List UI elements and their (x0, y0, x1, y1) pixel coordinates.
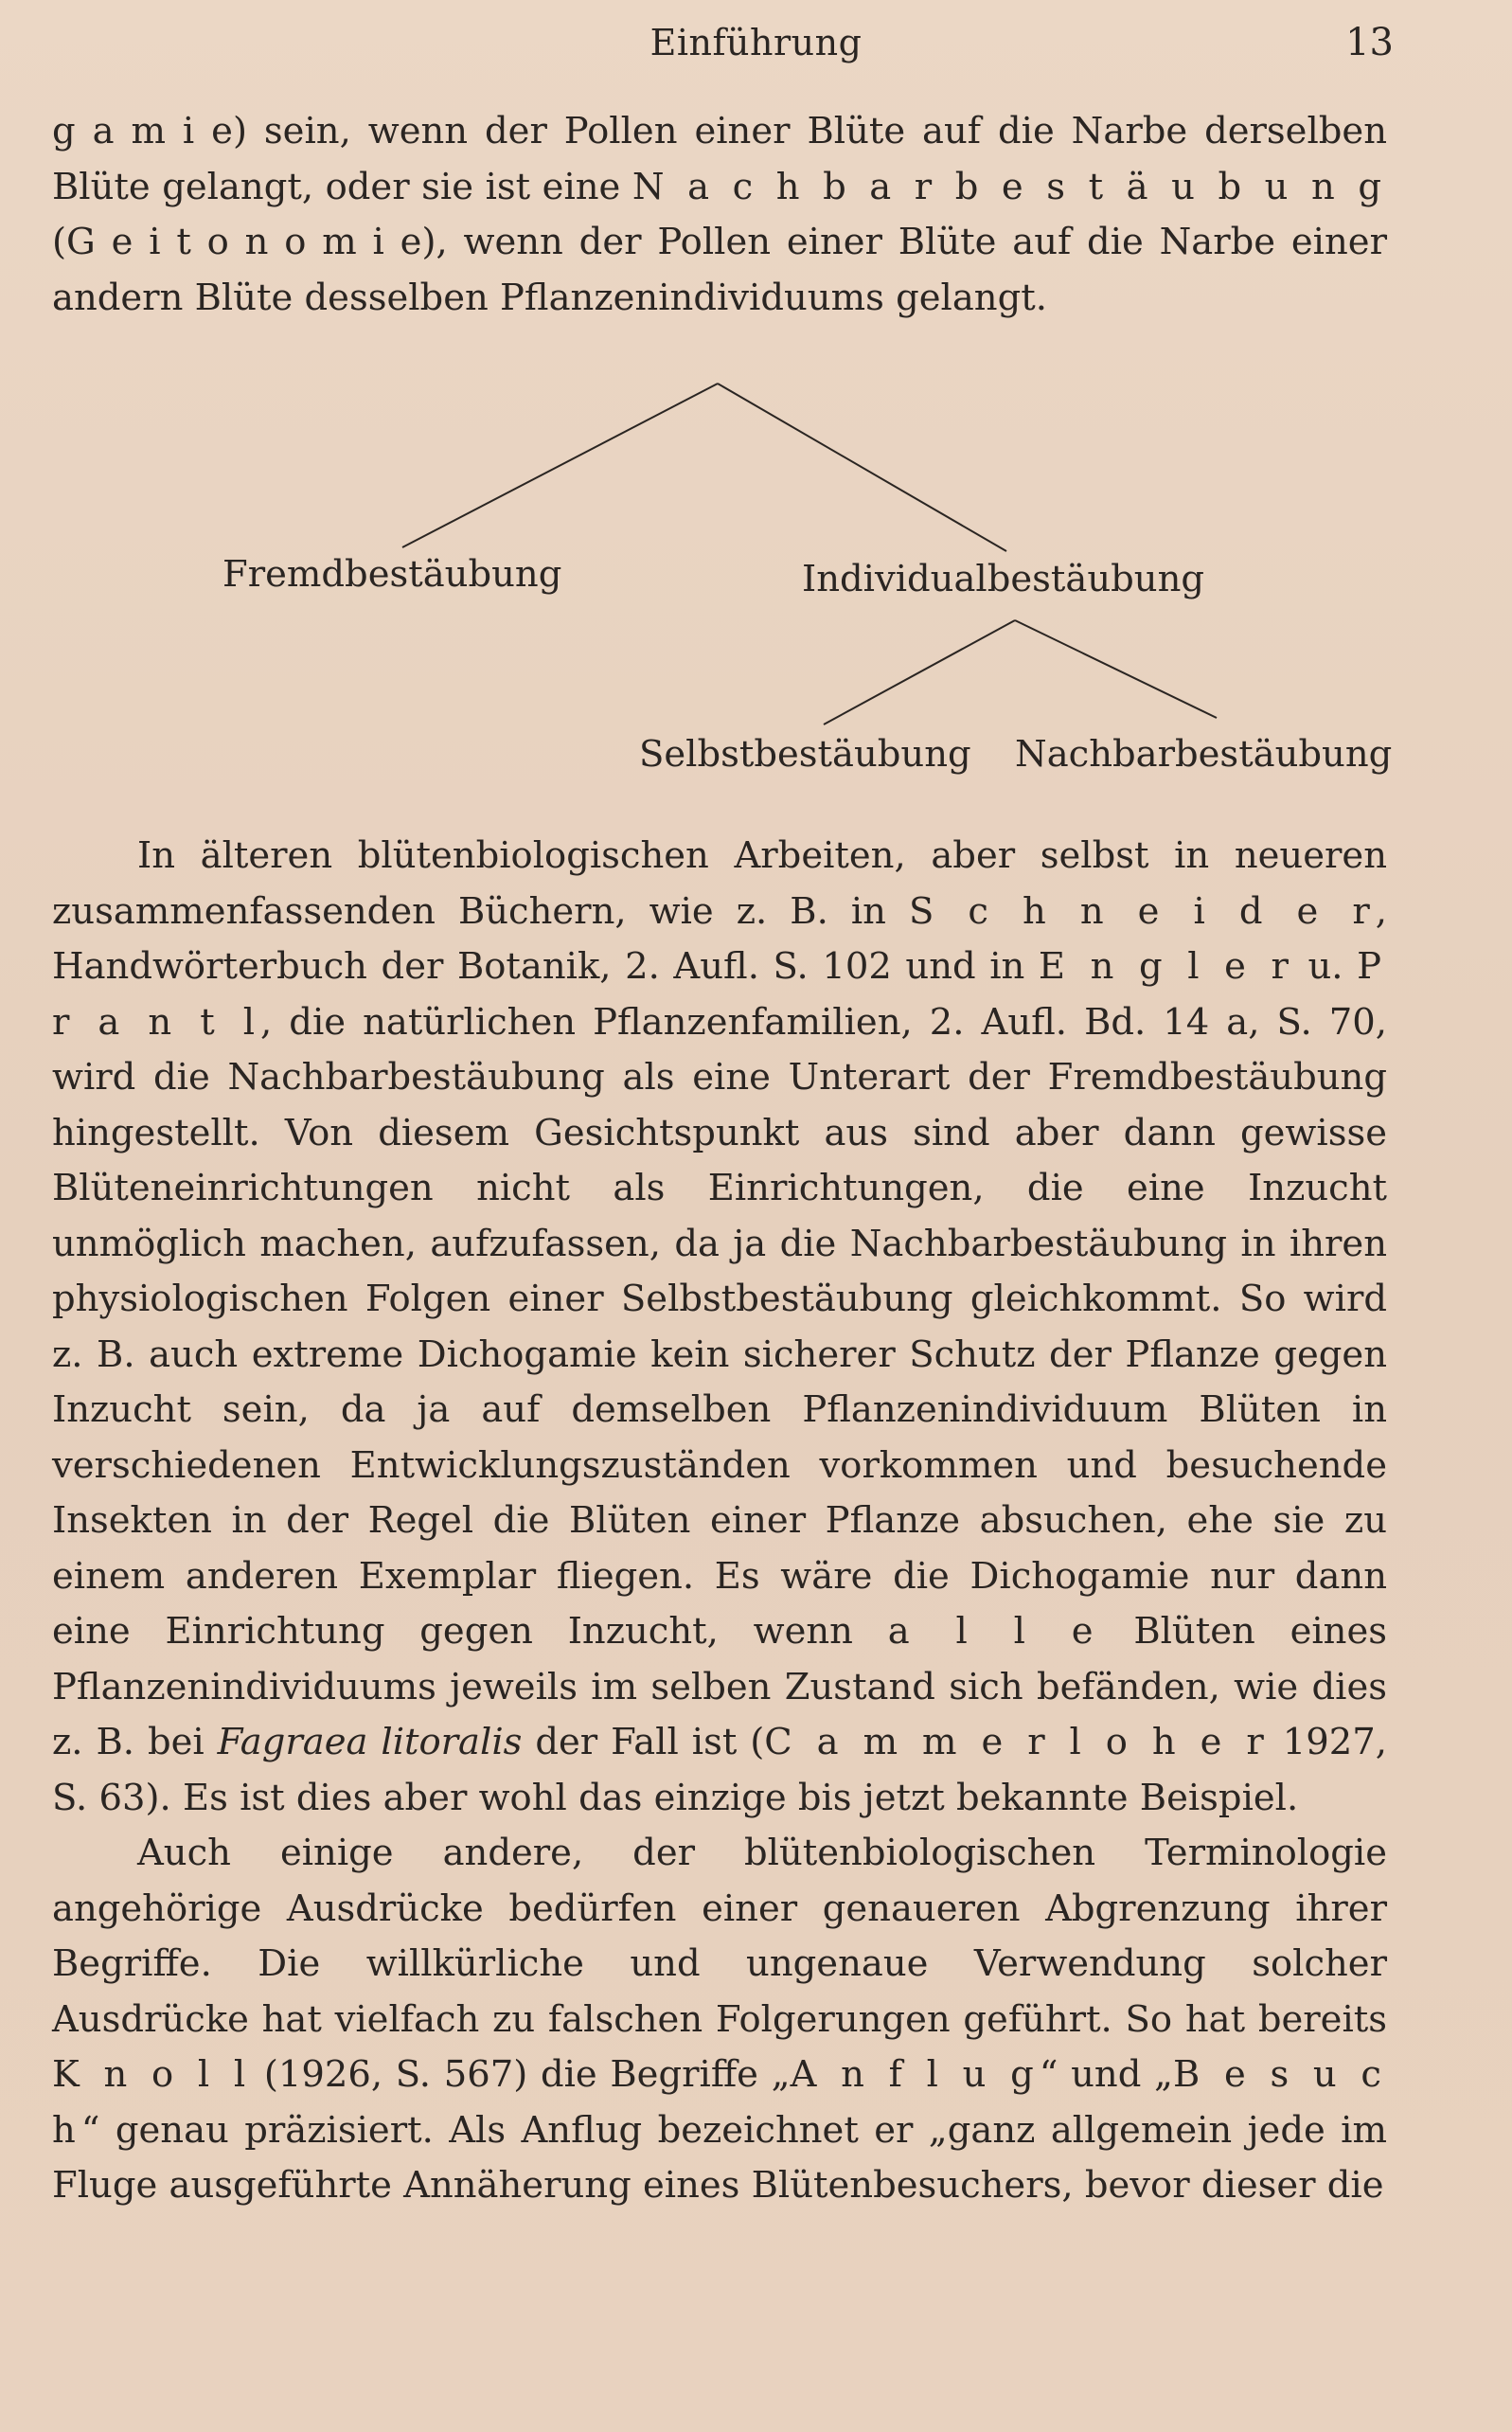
text-run: In älteren blütenbiologischen Arbeiten, aber selbst in neueren zusammenfassenden Büchern, wie z. B. in (52, 834, 1387, 933)
label-fremdbestaeubung: Fremdbestäubung (222, 553, 562, 596)
branch-line-sub-left (824, 620, 1015, 724)
label-selbstbestaeubung: Selbstbestäubung (639, 733, 971, 776)
text-run: Blüten eines Pflanzenindividuums jeweils im selben Zustand sich befänden, wie dies z. B. bei (52, 1610, 1388, 1763)
text-run: der Fall ist ( (522, 1721, 765, 1763)
spaced-term: G e i t o n o m i e (66, 221, 422, 263)
author-name: E n g l e r (1038, 945, 1294, 988)
text-run: (1926, S. 567) die Begriffe „ (251, 2053, 791, 2096)
species-name: Fagraea litoralis (217, 1721, 523, 1763)
paragraph-2 (52, 829, 1387, 2214)
text-run: “ und „ (1039, 2053, 1173, 2096)
spaced-term: N a c h b a r b e s t ä u b u n g (631, 165, 1387, 208)
running-head (0, 19, 1512, 66)
author-name: C a m m e r l o h e r (764, 1721, 1270, 1763)
text-run: “ genau präzisiert. Als Anflug bezeichnet er „ganz allgemein jede im Fluge ausgeführte Annäherung eines Blütenbesuchers, bevor dieser die (52, 2108, 1387, 2207)
branch-line-sub-right (1015, 620, 1217, 718)
branch-line-right (718, 384, 1006, 551)
text-run: , Handwörterbuch der Botanik, 2. Aufl. S. 102 und in (52, 889, 1387, 988)
author-name: S c h n e i d e r (909, 889, 1376, 933)
text-run: ( (52, 221, 67, 263)
text-run: 1927, S. 63). Es ist dies aber wohl das einzige bis jetzt bekannte Beispiel. (52, 1721, 1387, 1819)
label-nachbarbestaeubung: Nachbarbestäubung (1015, 733, 1393, 776)
text-run: Auch einige andere, der blütenbiologischen Terminologie angehörige Ausdrücke bedürfen einer genaueren Abgrenzung ihrer Begriffe. Die willkürliche und ungenaue Verwendung solcher Ausdrücke hat vielfach zu falschen Folgerungen geführt. So hat bereits (52, 1832, 1387, 2041)
author-name: K n o l l (52, 2053, 252, 2096)
pollination-diagram (0, 374, 1512, 800)
page-number: 13 (1345, 21, 1394, 64)
text-run: ), wenn der Pollen einer Blüte auf die Narbe einer andern Blüte desselben Pflanzenindividuums gelangt. (52, 221, 1387, 319)
running-title: Einführung (649, 22, 863, 63)
author-name: P r a n t l (52, 945, 1387, 1044)
text-run: u. (1293, 945, 1358, 988)
spaced-term: B e s u c h (52, 2053, 1387, 2152)
text-run: sein, wenn der Pollen einer Blüte auf die Narbe derselben Blüte gelangt, oder sie ist eine (52, 110, 1388, 208)
spaced-term: g a m i e) (52, 110, 247, 152)
branch-line-left (402, 384, 718, 547)
spaced-term: a l l e (887, 1610, 1099, 1653)
spaced-term: A n f l u g (790, 2053, 1040, 2096)
paragraph-1 (52, 104, 1387, 326)
text-run: , die natürlichen Pflanzenfamilien, 2. Aufl. Bd. 14 a, S. 70, wird die Nachbarbestäubung als eine Unterart der Fremdbestäubung hingestellt. Von diesem Gesichtspunkt aus sind aber dann gewisse Blüteneinrichtungen nicht als Einrichtungen, die eine Inzucht unmöglich machen, aufzufassen, da ja die Nachbarbestäubung in ihren physiologischen Folgen einer Selbstbestäubung gleichkommt. So wird z. B. auch extreme Dichogamie kein sicherer Schutz der Pflanze gegen Inzucht sein, da ja auf demselben Pflanzenindividuum Blüten in verschiedenen Entwicklungszuständen vorkommen und besuchende Insekten in der Regel die Blüten einer Pflanze absuchen, ehe sie zu einem anderen Exemplar fliegen. Es wäre die Dichogamie nur dann eine Einrichtung gegen Inzucht, wenn (52, 1000, 1387, 1653)
label-individualbestaeubung: Individualbestäubung (802, 558, 1205, 600)
